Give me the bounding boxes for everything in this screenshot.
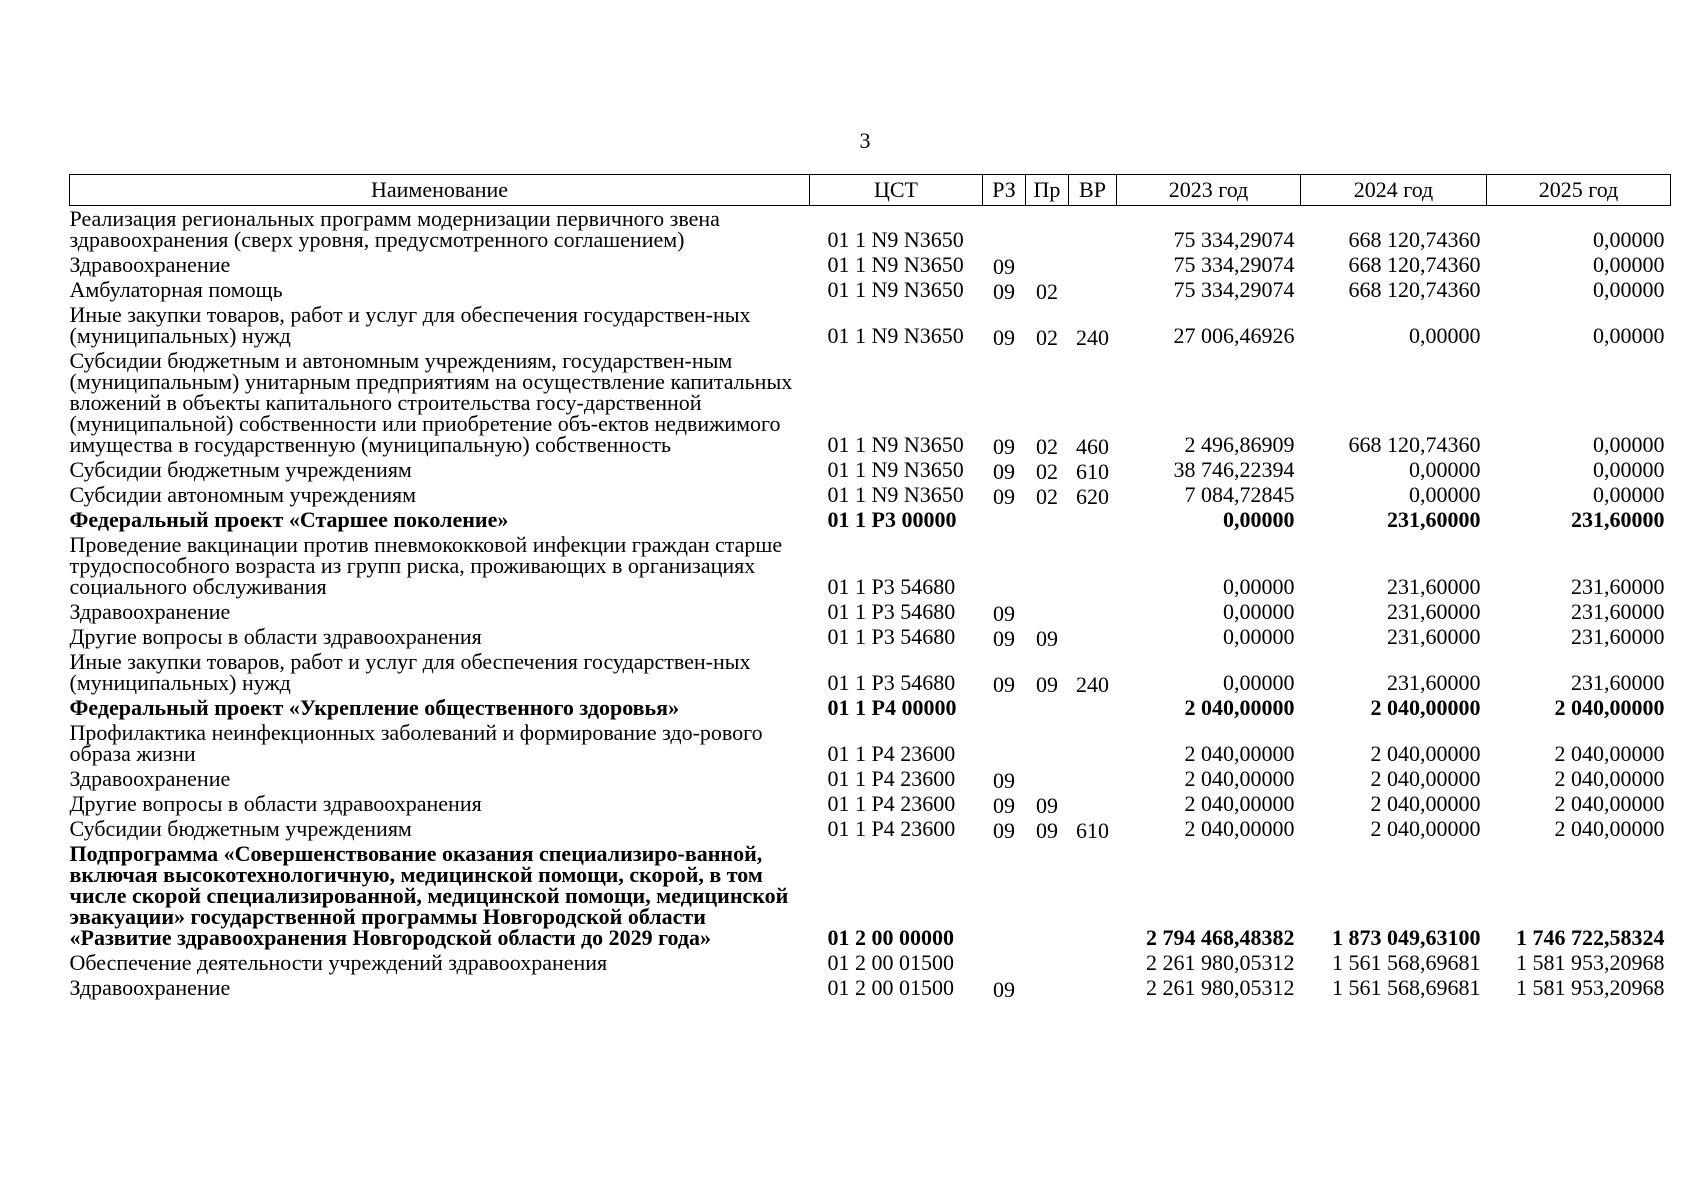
row-2023-value: 2 040,00000 (1184, 695, 1295, 720)
row-2023-value: 75 334,29074 (1173, 277, 1295, 302)
row-2023-value: 0,00000 (1223, 507, 1295, 532)
row-pr-cell (1026, 950, 1069, 975)
row-cst-cell: 01 1 Р3 54680 (827, 574, 956, 599)
row-2023-value: 2 261 980,05312 (1146, 950, 1295, 975)
row-name-cell: Профилактика неинфекционных заболеваний и формирование здо-рового образа жизни (69, 720, 763, 766)
row-2025-value: 0,00000 (1593, 323, 1665, 348)
table-row (70, 507, 1671, 532)
row-cst-cell: 01 2 00 01500 (827, 975, 954, 1000)
row-vr-cell (1069, 791, 1117, 816)
row-2023-value: 2 040,00000 (1184, 791, 1295, 816)
row-vr-cell (1069, 624, 1117, 649)
row-rz-cell (983, 720, 1026, 766)
header-2024: 2024 год (1301, 175, 1487, 206)
row-name-cell: Подпрограмма «Совершенствование оказания специализиро-ванной, включая высокотехнологичную, медицинской помощи, скорой, в том числе скорой специализированной, медицинской помощи, медицинской эвакуации» государственной программы Новгородской области «Развитие здравоохранения Новгородской области до 2029 года» (69, 841, 789, 950)
row-name-cell: Здравоохранение (69, 766, 231, 791)
row-pr-cell (1026, 766, 1069, 791)
row-2023-value: 2 040,00000 (1184, 816, 1295, 841)
row-rz-cell: 09 (993, 459, 1015, 484)
row-pr-cell: 09 (1036, 818, 1058, 843)
row-2024-value: 0,00000 (1409, 457, 1481, 482)
row-pr-cell (1026, 599, 1069, 624)
row-pr-cell: 02 (1036, 279, 1058, 304)
row-cst-cell: 01 1 Р4 23600 (827, 816, 956, 841)
row-rz-cell: 09 (993, 601, 1015, 626)
row-rz-cell (983, 695, 1026, 720)
row-rz-cell: 09 (993, 325, 1015, 350)
table-row (70, 841, 1671, 950)
row-2024-value: 668 120,74360 (1348, 432, 1481, 457)
row-cst-cell: 01 1 Р3 54680 (827, 599, 956, 624)
row-2025-value: 231,60000 (1571, 670, 1665, 695)
header-2023: 2023 год (1117, 175, 1301, 206)
row-2024-value: 668 120,74360 (1348, 277, 1481, 302)
row-2024-value: 231,60000 (1387, 507, 1481, 532)
row-2025-value: 2 040,00000 (1554, 741, 1665, 766)
row-pr-cell: 09 (1036, 793, 1058, 818)
table-row (70, 532, 1671, 599)
row-cst-cell: 01 1 N9 N3650 (827, 482, 964, 507)
header-pr: Пр (1026, 175, 1069, 206)
row-2025-value: 0,00000 (1593, 277, 1665, 302)
row-name-cell: Здравоохранение (69, 975, 231, 1000)
row-name-cell: Проведение вакцинации против пневмококковой инфекции граждан старше трудоспособного возраста из групп риска, проживающих в организациях социального обслуживания (69, 532, 783, 599)
row-rz-cell (983, 507, 1026, 532)
row-cst-cell: 01 1 N9 N3650 (827, 252, 964, 277)
row-vr-cell (1069, 766, 1117, 791)
row-2025-value: 231,60000 (1571, 507, 1665, 532)
row-2023-value: 27 006,46926 (1173, 323, 1295, 348)
row-rz-cell: 09 (993, 672, 1015, 697)
row-2025-value: 0,00000 (1593, 432, 1665, 457)
table-row (70, 816, 1671, 841)
table-row (70, 950, 1671, 975)
row-name-cell: Реализация региональных программ модернизации первичного звена здравоохранения (сверх уровня, предусмотренного соглашением) (69, 206, 720, 252)
row-2025-value: 231,60000 (1571, 624, 1665, 649)
row-2025-value: 2 040,00000 (1554, 816, 1665, 841)
row-rz-cell: 09 (993, 818, 1015, 843)
row-2023-value: 2 040,00000 (1184, 766, 1295, 791)
row-cst-cell: 01 1 Р4 23600 (827, 766, 956, 791)
row-2023-value: 2 496,86909 (1184, 432, 1295, 457)
row-pr-cell (1026, 975, 1069, 1000)
row-rz-cell: 09 (993, 768, 1015, 793)
header-rz: РЗ (983, 175, 1026, 206)
row-2025-value: 2 040,00000 (1554, 791, 1665, 816)
row-cst-cell: 01 1 Р4 00000 (827, 695, 957, 720)
row-name-cell: Здравоохранение (69, 599, 231, 624)
row-rz-cell (983, 841, 1026, 950)
row-pr-cell (1026, 532, 1069, 599)
row-2024-value: 2 040,00000 (1370, 741, 1481, 766)
row-name-cell: Иные закупки товаров, работ и услуг для обеспечения государствен-ных (муниципальных) нужд (69, 302, 751, 348)
row-name-cell: Амбулаторная помощь (69, 277, 283, 302)
budget-table (69, 174, 1671, 1000)
header-2025: 2025 год (1487, 175, 1671, 206)
row-2024-value: 0,00000 (1409, 482, 1481, 507)
row-vr-cell (1069, 206, 1117, 253)
row-2025-value: 0,00000 (1593, 252, 1665, 277)
row-vr-cell (1069, 532, 1117, 599)
row-rz-cell (983, 206, 1026, 253)
row-cst-cell: 01 1 Р3 00000 (827, 507, 957, 532)
table-row (70, 975, 1671, 1000)
table-row (70, 695, 1671, 720)
row-name-cell: Субсидии бюджетным учреждениям (69, 816, 412, 841)
row-pr-cell (1026, 841, 1069, 950)
row-cst-cell: 01 1 Р4 23600 (827, 791, 956, 816)
row-pr-cell (1026, 252, 1069, 277)
row-cst-cell: 01 1 Р3 54680 (827, 624, 956, 649)
row-cst-cell: 01 1 N9 N3650 (827, 227, 964, 252)
table-row (70, 766, 1671, 791)
row-2024-value: 2 040,00000 (1370, 766, 1481, 791)
row-rz-cell: 09 (993, 279, 1015, 304)
row-rz-cell: 09 (993, 434, 1015, 459)
row-pr-cell (1026, 507, 1069, 532)
table-row (70, 302, 1671, 348)
row-name-cell: Другие вопросы в области здравоохранения (69, 791, 482, 816)
row-2025-value: 1 581 953,20968 (1516, 975, 1665, 1000)
row-2024-value: 231,60000 (1387, 670, 1481, 695)
row-2025-value: 2 040,00000 (1554, 766, 1665, 791)
row-2024-value: 1 873 049,63100 (1332, 925, 1481, 950)
row-vr-cell: 240 (1076, 672, 1109, 697)
row-2024-value: 231,60000 (1387, 624, 1481, 649)
row-rz-cell: 09 (993, 626, 1015, 651)
row-2023-value: 2 040,00000 (1184, 741, 1295, 766)
row-name-cell: Другие вопросы в области здравоохранения (69, 624, 482, 649)
row-2025-value: 0,00000 (1593, 227, 1665, 252)
row-cst-cell: 01 1 Р4 23600 (827, 741, 956, 766)
row-vr-cell: 240 (1076, 325, 1109, 350)
row-cst-cell: 01 2 00 00000 (827, 925, 954, 950)
header-name: Наименование (70, 175, 810, 206)
table-row (70, 482, 1671, 507)
table-row (70, 649, 1671, 695)
row-rz-cell: 09 (993, 484, 1015, 509)
row-2024-value: 1 561 568,69681 (1332, 975, 1481, 1000)
row-rz-cell (983, 532, 1026, 599)
row-2023-value: 0,00000 (1223, 574, 1295, 599)
row-vr-cell (1069, 507, 1117, 532)
row-rz-cell (983, 950, 1026, 975)
row-name-cell: Субсидии бюджетным учреждениям (69, 457, 412, 482)
row-2025-value: 0,00000 (1593, 482, 1665, 507)
row-name-cell: Обеспечение деятельности учреждений здравоохранения (69, 950, 608, 975)
table-row (70, 252, 1671, 277)
row-vr-cell (1069, 950, 1117, 975)
row-rz-cell: 09 (993, 793, 1015, 818)
row-pr-cell (1026, 720, 1069, 766)
table-row (70, 791, 1671, 816)
row-name-cell: Федеральный проект «Укрепление общественного здоровья» (69, 695, 680, 720)
row-cst-cell: 01 1 N9 N3650 (827, 277, 964, 302)
row-2025-value: 231,60000 (1571, 599, 1665, 624)
row-vr-cell (1069, 599, 1117, 624)
row-cst-cell: 01 2 00 01500 (827, 950, 954, 975)
row-pr-cell: 02 (1036, 434, 1058, 459)
row-vr-cell (1069, 975, 1117, 1000)
row-name-cell: Иные закупки товаров, работ и услуг для обеспечения государствен-ных (муниципальных) нужд (69, 649, 751, 695)
table-row (70, 624, 1671, 649)
row-pr-cell: 02 (1036, 325, 1058, 350)
table-row (70, 348, 1671, 457)
table-header (70, 175, 1671, 206)
row-vr-cell (1069, 277, 1117, 302)
row-pr-cell: 02 (1036, 484, 1058, 509)
row-pr-cell: 09 (1036, 626, 1058, 651)
row-cst-cell: 01 1 Р3 54680 (827, 670, 956, 695)
row-name-cell: Здравоохранение (69, 252, 231, 277)
row-2024-value: 668 120,74360 (1348, 252, 1481, 277)
row-2024-value: 2 040,00000 (1370, 791, 1481, 816)
row-2024-value: 231,60000 (1387, 574, 1481, 599)
row-vr-cell: 610 (1076, 459, 1109, 484)
row-2024-value: 668 120,74360 (1348, 227, 1481, 252)
row-2023-value: 0,00000 (1223, 670, 1295, 695)
row-pr-cell: 02 (1036, 459, 1058, 484)
row-cst-cell: 01 1 N9 N3650 (827, 432, 964, 457)
row-vr-cell: 610 (1076, 818, 1109, 843)
row-2025-value: 231,60000 (1571, 574, 1665, 599)
row-rz-cell: 09 (993, 254, 1015, 279)
table-row (70, 457, 1671, 482)
row-2024-value: 231,60000 (1387, 599, 1481, 624)
row-2023-value: 7 084,72845 (1184, 482, 1295, 507)
header-vr: ВР (1069, 175, 1117, 206)
table-row (70, 206, 1671, 253)
row-name-cell: Субсидии автономным учреждениям (69, 482, 417, 507)
row-2024-value: 1 561 568,69681 (1332, 950, 1481, 975)
row-cst-cell: 01 1 N9 N3650 (827, 323, 964, 348)
row-2023-value: 0,00000 (1223, 624, 1295, 649)
row-vr-cell (1069, 252, 1117, 277)
row-cst-cell: 01 1 N9 N3650 (827, 457, 964, 482)
row-pr-cell: 09 (1036, 672, 1058, 697)
row-vr-cell: 460 (1076, 434, 1109, 459)
table-row (70, 720, 1671, 766)
row-name-cell: Федеральный проект «Старшее поколение» (69, 507, 509, 532)
row-2025-value: 1 746 722,58324 (1516, 925, 1665, 950)
row-2023-value: 0,00000 (1223, 599, 1295, 624)
row-pr-cell (1026, 695, 1069, 720)
row-2024-value: 2 040,00000 (1370, 695, 1481, 720)
table-body (70, 206, 1671, 1001)
row-vr-cell (1069, 720, 1117, 766)
row-vr-cell (1069, 841, 1117, 950)
row-vr-cell: 620 (1076, 484, 1109, 509)
page-number: 3 (859, 128, 871, 153)
row-2023-value: 2 261 980,05312 (1146, 975, 1295, 1000)
row-2025-value: 0,00000 (1593, 457, 1665, 482)
row-2023-value: 75 334,29074 (1173, 227, 1295, 252)
row-2023-value: 38 746,22394 (1173, 457, 1295, 482)
row-2024-value: 2 040,00000 (1370, 816, 1481, 841)
row-pr-cell (1026, 206, 1069, 253)
row-2023-value: 2 794 468,48382 (1146, 925, 1295, 950)
header-row (70, 175, 1671, 206)
row-2025-value: 2 040,00000 (1554, 695, 1665, 720)
row-vr-cell (1069, 695, 1117, 720)
row-rz-cell: 09 (993, 977, 1015, 1002)
table-row (70, 599, 1671, 624)
row-name-cell: Субсидии бюджетным и автономным учреждениям, государствен-ным (муниципальным) унитарным предприятиям на осуществление капитальных вложений в объекты капитального строительства госу-дарственной (муниципальной) собственности или приобретение объ-ектов недвижимого имущества в государственную (муниципальную) собственность (69, 348, 793, 457)
row-2023-value: 75 334,29074 (1173, 252, 1295, 277)
row-2025-value: 1 581 953,20968 (1516, 950, 1665, 975)
header-cst: ЦСТ (810, 175, 983, 206)
table-row (70, 277, 1671, 302)
row-2024-value: 0,00000 (1409, 323, 1481, 348)
